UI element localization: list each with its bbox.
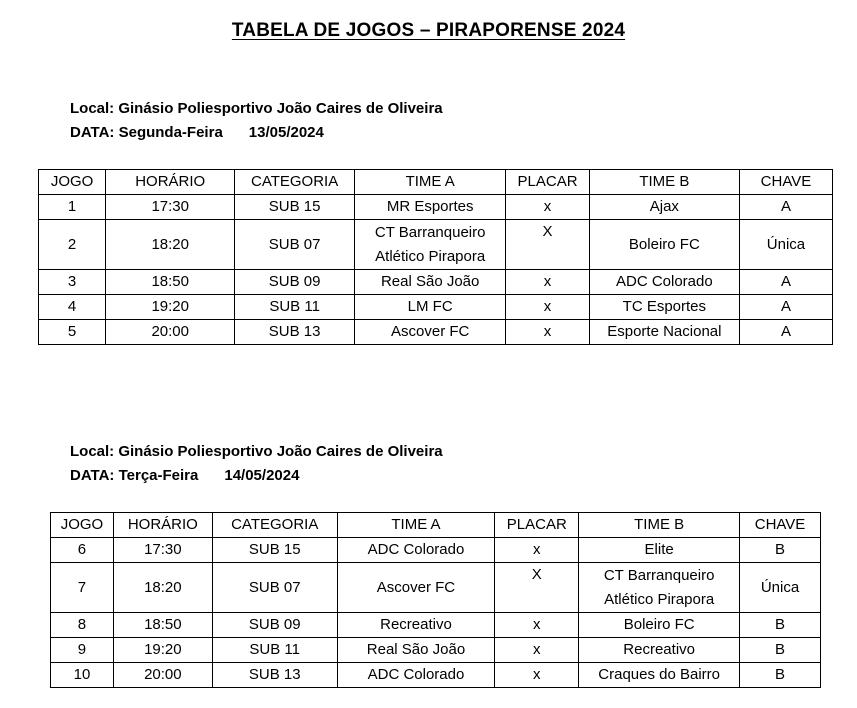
cell-time-b-line: Esporte Nacional [607,323,722,340]
header-chave: CHAVE [740,513,821,538]
date-line [70,121,443,145]
header-time-b: TIME B [589,170,739,195]
cell-time-b [589,320,739,345]
cell-categoria: SUB 07 [235,220,355,270]
cell-time-a-line: Recreativo [380,616,452,633]
cell-time-b-line: Elite [644,541,674,558]
table-row [39,270,833,295]
cell-horario: 20:00 [113,663,212,688]
cell-categoria: SUB 09 [212,613,337,638]
cell-placar: x [495,663,579,688]
cell-horario: 17:30 [106,195,235,220]
cell-placar: x [495,638,579,663]
cell-categoria: SUB 15 [235,195,355,220]
table-row [39,220,833,270]
cell-time-b-line: Recreativo [623,641,695,658]
cell-jogo: 1 [39,195,106,220]
section-info-1 [70,97,443,145]
cell-time-a [337,563,495,613]
cell-categoria: SUB 11 [212,638,337,663]
cell-chave: B [740,638,821,663]
cell-jogo: 9 [51,638,114,663]
cell-chave: Única [739,220,832,270]
cell-time-b-line: Atlético Pirapora [604,590,715,608]
table-row [39,195,833,220]
cell-horario: 18:50 [106,270,235,295]
cell-chave: B [740,538,821,563]
header-horario: HORÁRIO [106,170,235,195]
table-row [51,613,821,638]
cell-time-a [337,638,495,663]
venue-label: Local: Ginásio Poliesportivo João Caires de Oliveira [70,100,443,117]
cell-time-b-line: Craques do Bairro [598,666,721,683]
cell-placar: x [506,195,589,220]
cell-time-b [589,295,739,320]
table-header-row [39,170,833,195]
cell-chave: A [739,295,832,320]
cell-placar: X [506,220,589,270]
cell-jogo: 10 [51,663,114,688]
cell-chave: A [739,320,832,345]
cell-chave: A [739,195,832,220]
cell-time-a [355,270,506,295]
cell-placar: x [506,295,589,320]
games-table-monday [38,169,833,345]
cell-horario: 17:30 [113,538,212,563]
cell-horario: 18:20 [106,220,235,270]
venue-label: Local: Ginásio Poliesportivo João Caires de Oliveira [70,443,443,460]
cell-jogo: 2 [39,220,106,270]
cell-horario: 19:20 [106,295,235,320]
table-header-row [51,513,821,538]
cell-jogo: 7 [51,563,114,613]
cell-placar: x [506,270,589,295]
cell-time-a [355,195,506,220]
page-title: TABELA DE JOGOS – PIRAPORENSE 2024 [231,20,626,41]
date-label: DATA: Segunda-Feira [70,124,223,141]
cell-categoria: SUB 13 [235,320,355,345]
cell-time-b [579,663,740,688]
header-placar: PLACAR [495,513,579,538]
cell-horario: 19:20 [113,638,212,663]
cell-jogo: 5 [39,320,106,345]
cell-categoria: SUB 09 [235,270,355,295]
cell-time-b [589,270,739,295]
cell-time-a-line: Ascover FC [376,578,456,596]
cell-time-a [355,220,506,270]
cell-horario: 18:50 [113,613,212,638]
table-row [51,563,821,613]
cell-placar: X [495,563,579,613]
cell-categoria: SUB 11 [235,295,355,320]
cell-time-b-line: Boleiro FC [623,616,695,633]
cell-time-b [579,538,740,563]
cell-time-a [355,295,506,320]
cell-placar: x [506,320,589,345]
date-value: 14/05/2024 [224,467,300,484]
cell-time-b-line: Ajax [649,198,679,215]
cell-time-a-line: MR Esportes [386,198,474,215]
cell-categoria: SUB 07 [212,563,337,613]
cell-time-a [337,613,495,638]
table-row [39,320,833,345]
cell-jogo: 8 [51,613,114,638]
cell-categoria: SUB 15 [212,538,337,563]
cell-time-b-line: ADC Colorado [615,273,713,290]
cell-placar: x [495,538,579,563]
cell-time-b-line: Boleiro FC [628,235,700,253]
cell-horario: 18:20 [113,563,212,613]
cell-time-a-line: ADC Colorado [367,541,465,558]
date-label: DATA: Terça-Feira [70,467,199,484]
date-line [70,464,443,488]
cell-chave: A [739,270,832,295]
cell-time-a [337,538,495,563]
cell-time-b-line: CT Barranqueiro [603,566,715,584]
cell-categoria: SUB 13 [212,663,337,688]
table-row [39,295,833,320]
date-value: 13/05/2024 [248,124,324,141]
cell-time-a-line: Atlético Pirapora [375,247,486,265]
header-horario: HORÁRIO [113,513,212,538]
cell-chave: B [740,663,821,688]
section-info-2 [70,440,443,488]
cell-time-a-line: Real São João [380,273,480,290]
table-row [51,663,821,688]
cell-horario: 20:00 [106,320,235,345]
header-jogo: JOGO [51,513,114,538]
header-categoria: CATEGORIA [212,513,337,538]
table-row [51,638,821,663]
header-categoria: CATEGORIA [235,170,355,195]
cell-time-b [589,220,739,270]
cell-time-a-line: CT Barranqueiro [374,223,486,241]
cell-time-a-line: LM FC [407,298,453,315]
cell-time-b [589,195,739,220]
cell-time-b [579,563,740,613]
cell-time-a-line: Ascover FC [391,323,470,340]
header-jogo: JOGO [39,170,106,195]
cell-chave: Única [740,563,821,613]
cell-jogo: 6 [51,538,114,563]
cell-time-b [579,638,740,663]
games-table-tuesday [50,512,821,688]
cell-time-b [579,613,740,638]
cell-time-a [355,320,506,345]
cell-time-b-line: TC Esportes [622,298,707,315]
header-time-a: TIME A [355,170,506,195]
header-placar: PLACAR [506,170,589,195]
cell-placar: x [495,613,579,638]
cell-time-a [337,663,495,688]
cell-chave: B [740,613,821,638]
cell-time-a-line: Real São João [366,641,466,658]
table-row [51,538,821,563]
header-chave: CHAVE [739,170,832,195]
cell-time-a-line: ADC Colorado [367,666,465,683]
header-time-a: TIME A [337,513,495,538]
header-time-b: TIME B [579,513,740,538]
cell-jogo: 3 [39,270,106,295]
cell-jogo: 4 [39,295,106,320]
